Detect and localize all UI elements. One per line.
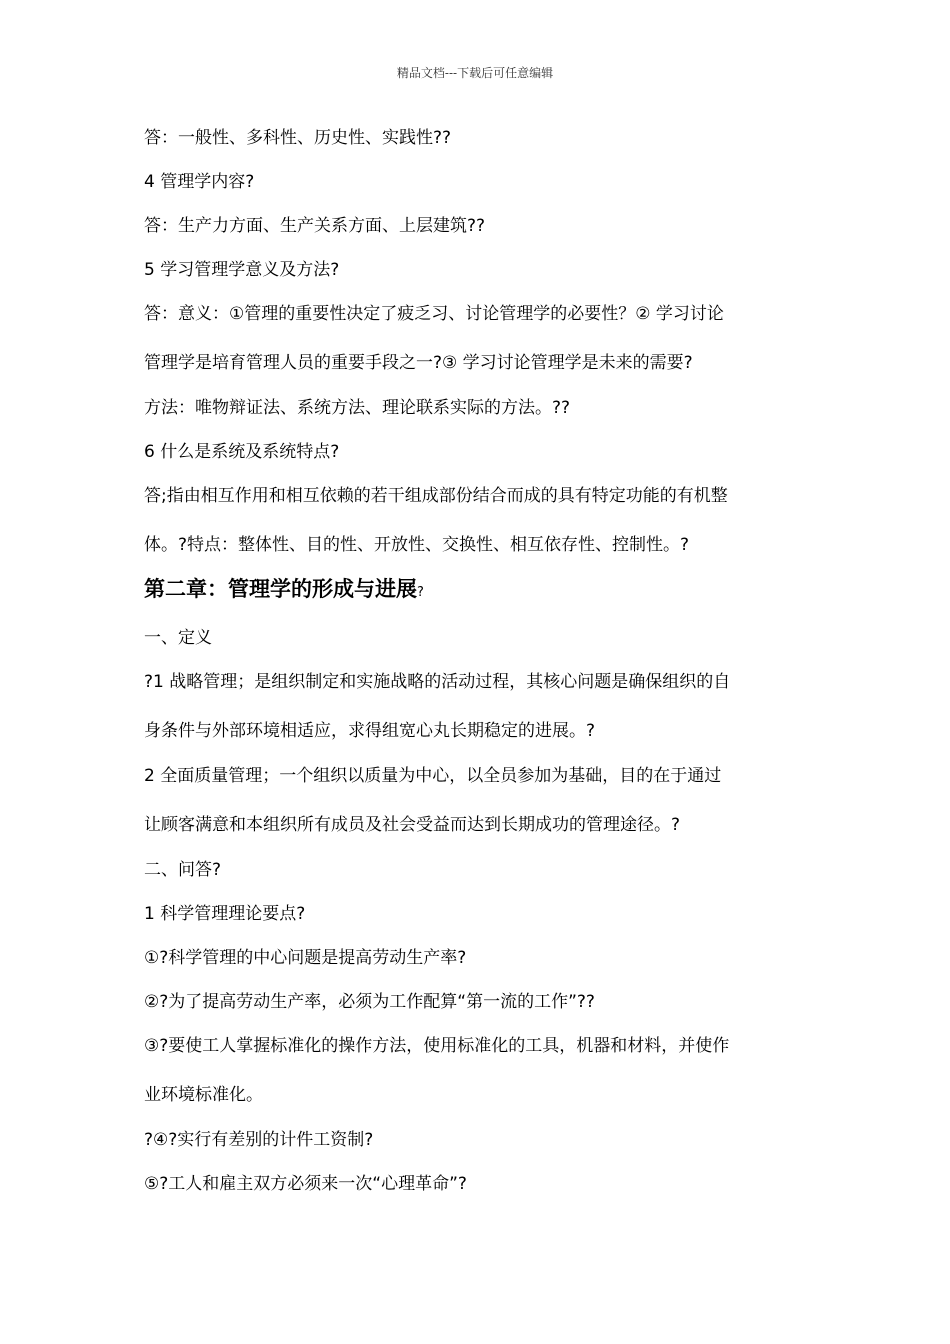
definition-line: 2 全面质量管理；一个组织以质量为中心，以全员参加为基础，目的在于通过 [144,766,722,786]
page-header: 精品文档---下载后可任意编辑 [396,66,554,80]
definition-line: 身条件与外部环境相适应，求得组宽心丸长期稳定的进展。? [144,721,596,741]
list-item: ⑤?工人和雇主双方必须来一次“心理革命”? [144,1174,467,1194]
answer-line: 答：意义：①管理的重要性决定了疲乏习、讨论管理学的必要性？② 学习讨论 [144,304,724,324]
answer-line: 答;指由相互作用和相互依赖的若干组成部份结合而成的具有特定功能的有机整 [144,486,728,506]
chapter-title-suffix: ? [417,585,424,600]
question-line: 1 科学管理理论要点? [144,904,306,924]
chapter-title: 第二章：管理学的形成与进展 [144,577,417,601]
answer-line: 答：一般性、多科性、历史性、实践性?? [144,128,452,148]
answer-line: 答：生产力方面、生产关系方面、上层建筑?? [144,216,486,236]
list-item: ③?要使工人掌握标准化的操作方法，使用标准化的工具，机器和材料，并使作 [144,1036,730,1056]
list-item: ①?科学管理的中心问题是提高劳动生产率? [144,948,467,968]
section-heading: 二、问答? [144,860,222,880]
list-item: ②?为了提高劳动生产率，必须为工作配算“第一流的工作”?? [144,992,595,1012]
chapter-heading [144,575,424,607]
definition-line: ?1 战略管理；是组织制定和实施战略的活动过程，其核心问题是确保组织的自 [144,672,731,692]
list-item: ?④?实行有差别的计件工资制? [144,1130,374,1150]
question-line: 5 学习管理学意义及方法? [144,260,340,280]
answer-line: 方法：唯物辩证法、系统方法、理论联系实际的方法。?? [144,398,571,418]
section-heading: 一、定义 [144,628,212,648]
definition-line: 让顾客满意和本组织所有成员及社会受益而达到长期成功的管理途径。? [144,815,681,835]
answer-line: 管理学是培育管理人员的重要手段之一?③ 学习讨论管理学是未来的需要? [144,353,693,373]
answer-line: 体。?特点：整体性、目的性、开放性、交换性、相互依存性、控制性。? [144,535,690,555]
list-item: 业环境标准化。 [144,1085,263,1105]
question-line: 4 管理学内容? [144,172,255,192]
question-line: 6 什么是系统及系统特点? [144,442,340,462]
